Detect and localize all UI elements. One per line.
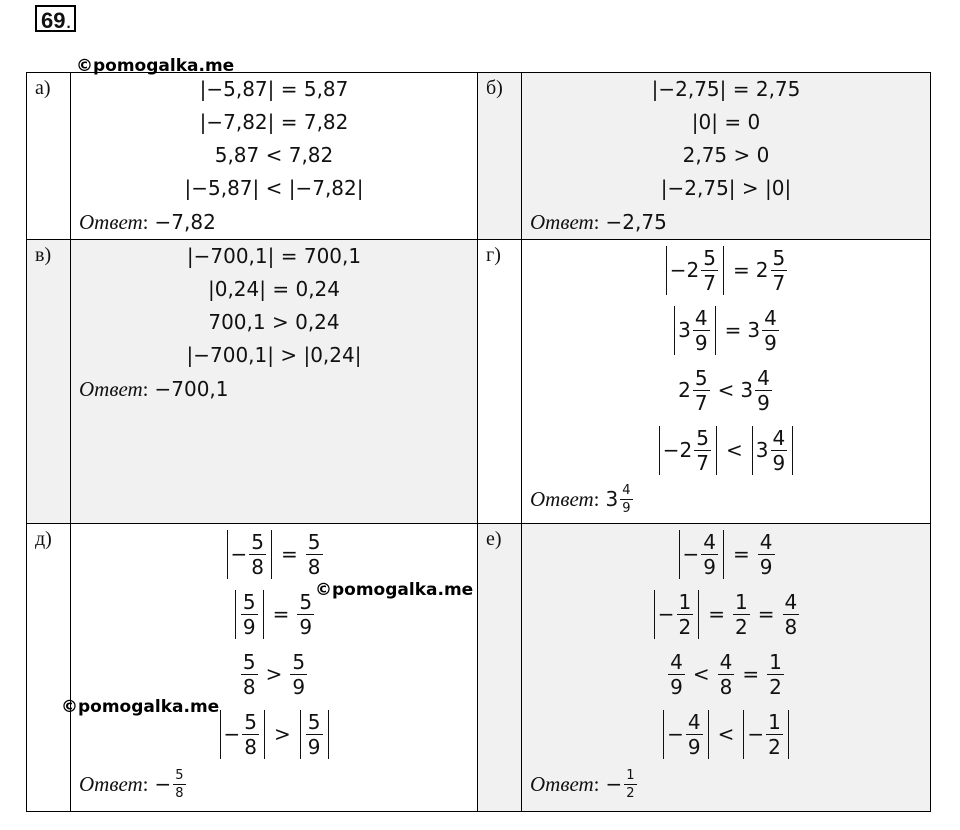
line-g-3: 2 $\frac{5}{7}$ < 3 $\frac{4}{9}$ [678, 365, 770, 415]
cell-b [522, 73, 931, 240]
line-g-1: − 2 $\frac{5}{7}$ = 2 $\frac{5}{7}$ [663, 240, 789, 300]
line-e-2: − $\frac{1}{2}$ = $\frac{1}{2}$ = $\frac{4}{8}$ [651, 584, 802, 644]
line-d-2: $\frac{5}{9}$ = $\frac{5}{9}$ [232, 584, 316, 644]
line-b-4: |−2,75| > |0| [660, 176, 792, 200]
line-a-4: |−5,87| < |−7,82| [184, 176, 364, 200]
line-e-4: − $\frac{4}{9}$ < − $\frac{1}{2}$ [660, 704, 792, 764]
line-g-4: − 2 $\frac{5}{7}$ < 3 $\frac{4}{9}$ [656, 420, 796, 480]
cell-a [71, 73, 478, 240]
label-b: б) [478, 73, 522, 240]
cell-d [71, 524, 478, 812]
line-g-2: 3 $\frac{4}{9}$ = 3 $\frac{4}{9}$ [671, 300, 781, 360]
line-v-3: 700,1 > 0,24 [208, 310, 340, 334]
line-a-2: |−7,82| = 7,82 [199, 110, 349, 134]
answer-b: Ответ : −2,75 [530, 209, 667, 234]
label-a: а) [27, 73, 71, 240]
line-a-1: |−5,87| = 5,87 [199, 77, 349, 101]
watermark-top: ©pomogalka.me [76, 56, 235, 76]
cell-e [522, 524, 931, 812]
line-b-1: |−2,75| = 2,75 [651, 77, 801, 101]
line-b-2: |0| = 0 [691, 110, 761, 134]
line-d-4: − $\frac{5}{8}$ > $\frac{5}{9}$ [217, 704, 332, 764]
cell-g [522, 240, 931, 524]
watermark-middle: ©pomogalka.me [315, 580, 474, 600]
line-v-2: |0,24| = 0,24 [207, 277, 340, 301]
label-d: д) [27, 524, 71, 812]
label-e: е) [478, 524, 522, 812]
line-d-1: − $\frac{5}{8}$ = $\frac{5}{8}$ [224, 524, 325, 584]
line-a-3: 5,87 < 7,82 [214, 143, 334, 167]
label-g: г) [478, 240, 522, 524]
problem-number: 69. [35, 5, 76, 32]
line-d-3: $\frac{5}{8}$ > $\frac{5}{9}$ [242, 649, 306, 699]
line-e-1: − $\frac{4}{9}$ = $\frac{4}{9}$ [676, 524, 777, 584]
line-e-3: $\frac{4}{9}$ < $\frac{4}{8}$ = $\frac{1}{2}$ [670, 649, 782, 699]
answer-g: Ответ : 3 $\frac{4}{9}$ [530, 482, 631, 516]
line-v-1: |−700,1| = 700,1 [186, 244, 362, 268]
answer-d: Ответ : − $\frac{5}{8}$ [79, 767, 184, 801]
label-v: в) [27, 240, 71, 524]
line-b-3: 2,75 > 0 [682, 143, 770, 167]
answer-a: Ответ : −7,82 [79, 209, 216, 234]
answer-v: Ответ : −700,1 [79, 376, 229, 401]
answer-e: Ответ : − $\frac{1}{2}$ [530, 767, 635, 801]
line-v-4: |−700,1| > |0,24| [186, 343, 362, 367]
watermark-bottom: ©pomogalka.me [61, 697, 220, 717]
cell-v [71, 240, 478, 524]
